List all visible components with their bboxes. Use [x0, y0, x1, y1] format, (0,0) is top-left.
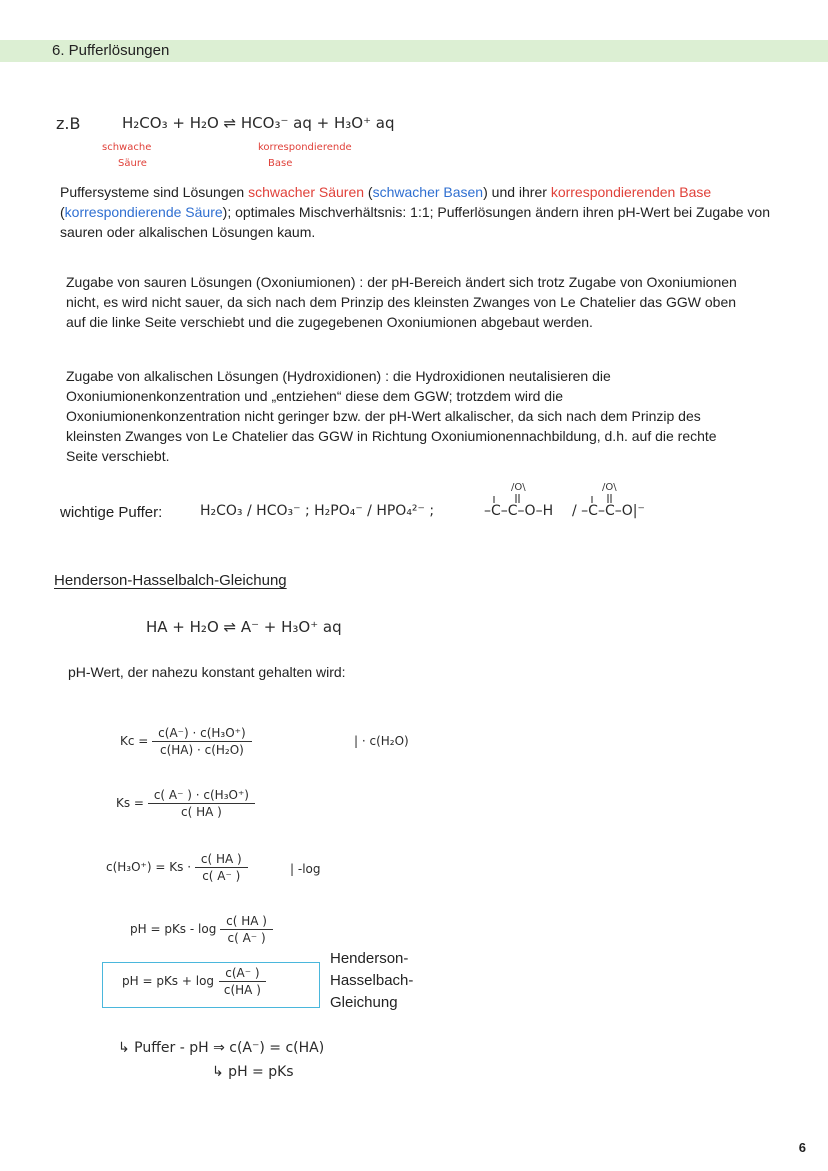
carboxyl-group: –C–C–O–H: [484, 503, 554, 519]
def-corr-base: korrespondierenden Base: [550, 184, 712, 200]
ph2-fraction: [218, 966, 267, 997]
ks-numerator: c( A⁻ ) · c(H₃O⁺): [148, 788, 255, 804]
base-note-line1: korrespondierende: [258, 142, 352, 153]
hh-heading: Henderson-Hasselbalch-Gleichung: [54, 572, 287, 589]
constant-note: pH-Wert, der nahezu konstant gehalten wird:: [68, 664, 346, 680]
conclusion-line1: ↳ Puffer - pH ⇒ c(A⁻) = c(HA): [118, 1040, 325, 1056]
conclusion-line2: ↳ pH = pKs: [212, 1064, 294, 1080]
buffers-list: H₂CO₃ / HCO₃⁻ ; H₂PO₄⁻ / HPO₄²⁻ ;: [200, 503, 435, 519]
ph2-lhs: pH = pKs + log: [122, 974, 215, 988]
def-text: (: [60, 204, 65, 220]
h3o-numerator: c( HA ): [195, 852, 248, 868]
kc-numerator: c(A⁻) · c(H₃O⁺): [152, 726, 252, 742]
kc-equation: [120, 726, 252, 757]
ks-lhs: Ks =: [116, 796, 144, 810]
ks-denominator: c( HA ): [180, 805, 222, 819]
def-text: ); optimales Mischverhältsnis: 1:1; Pufferlösungen ändern ihren pH-Wert bei Zugabe von sauren oder alkalischen Lösungen kaum.: [60, 204, 770, 240]
base-addition-text: Zugabe von alkalischen Lösungen (Hydroxidionen) : die Hydroxidionen neutalisieren die Oxoniumionenkonzentration und „entziehen“ diese dem GGW; trotzdem wird die Oxoniumionenkonzentration nicht geringer bzw. der pH-Wert alkalischer, da sich nach dem Prinzip des kleinsten Zwanges von Le Chatelier das GGW in Richtung Oxoniumionennachbildung, d.h. auf die rechte Seite verschiebt.: [66, 368, 717, 464]
ph2-denominator: c(HA ): [223, 983, 261, 997]
hh-name: [330, 948, 413, 1014]
ph1-denominator: c( A⁻ ): [227, 931, 266, 945]
acid-addition-text: Zugabe von sauren Lösungen (Oxoniumionen) : der pH-Bereich ändert sich trotz Zugabe von Oxoniumionen nicht, es wird nicht sauer, da sich nach dem Prinzip des kleinsten Zwanges von Le Chatelier das GGW oben auf die linke Seite verschiebt und die zugegebenen Oxoniumionen abgebaut werden.: [66, 274, 737, 330]
ph1-numerator: c( HA ): [220, 914, 273, 930]
example-label: z.B: [56, 114, 81, 133]
hh-name-line2: Hasselbach-: [330, 972, 414, 989]
ph1-fraction: [220, 914, 273, 945]
def-weak-bases: schwacher Basen: [372, 184, 484, 200]
svg-text:/O\: /O\: [602, 482, 617, 493]
svg-text:/O\: /O\: [511, 482, 526, 493]
example-equation: H₂CO₃ + H₂O ⇌ HCO₃⁻ aq + H₃O⁺ aq: [122, 114, 395, 132]
hh-reaction: HA + H₂O ⇌ A⁻ + H₃O⁺ aq: [146, 618, 342, 636]
h3o-equation: [106, 852, 248, 883]
page-number: 6: [798, 1140, 806, 1155]
ph1-lhs: pH = pKs - log: [130, 922, 217, 936]
def-corr-acid: korrespondierende Säure: [64, 204, 223, 220]
hh-name-line1: Henderson-: [330, 950, 409, 967]
ks-fraction: [148, 788, 255, 819]
def-weak-acids: schwacher Säuren: [248, 184, 365, 200]
kc-lhs: Kc =: [120, 734, 149, 748]
carboxyl-structure-marks: [480, 476, 670, 506]
hh-name-line3: Gleichung: [330, 994, 398, 1011]
kc-denominator: c(HA) · c(H₂O): [159, 743, 244, 757]
h3o-denominator: c( A⁻ ): [202, 869, 241, 883]
acid-note-line1: schwache: [102, 142, 152, 153]
base-note-line2: Base: [268, 158, 293, 169]
h3o-lhs: c(H₃O⁺) = Ks ·: [106, 860, 192, 874]
buffers-label: wichtige Puffer:: [60, 504, 163, 521]
ks-equation: [116, 788, 255, 819]
h3o-fraction: [195, 852, 248, 883]
def-text: Puffersysteme sind Lösungen: [60, 184, 249, 200]
page-title: 6. Pufferlösungen: [52, 42, 170, 59]
carboxylate-group: / –C–C–O|⁻: [572, 503, 645, 519]
kc-fraction: [152, 726, 252, 757]
acid-note-line2: Säure: [118, 158, 147, 169]
kc-side-operation: | · c(H₂O): [354, 734, 409, 748]
h3o-side-operation: | -log: [290, 862, 321, 876]
ph2-numerator: c(A⁻ ): [219, 966, 265, 982]
def-text: ) und ihrer: [483, 184, 551, 200]
buffer-definition: [60, 182, 780, 242]
ph-minus-equation: [130, 914, 273, 945]
def-text: (: [364, 184, 373, 200]
hh-equation: [122, 966, 267, 997]
